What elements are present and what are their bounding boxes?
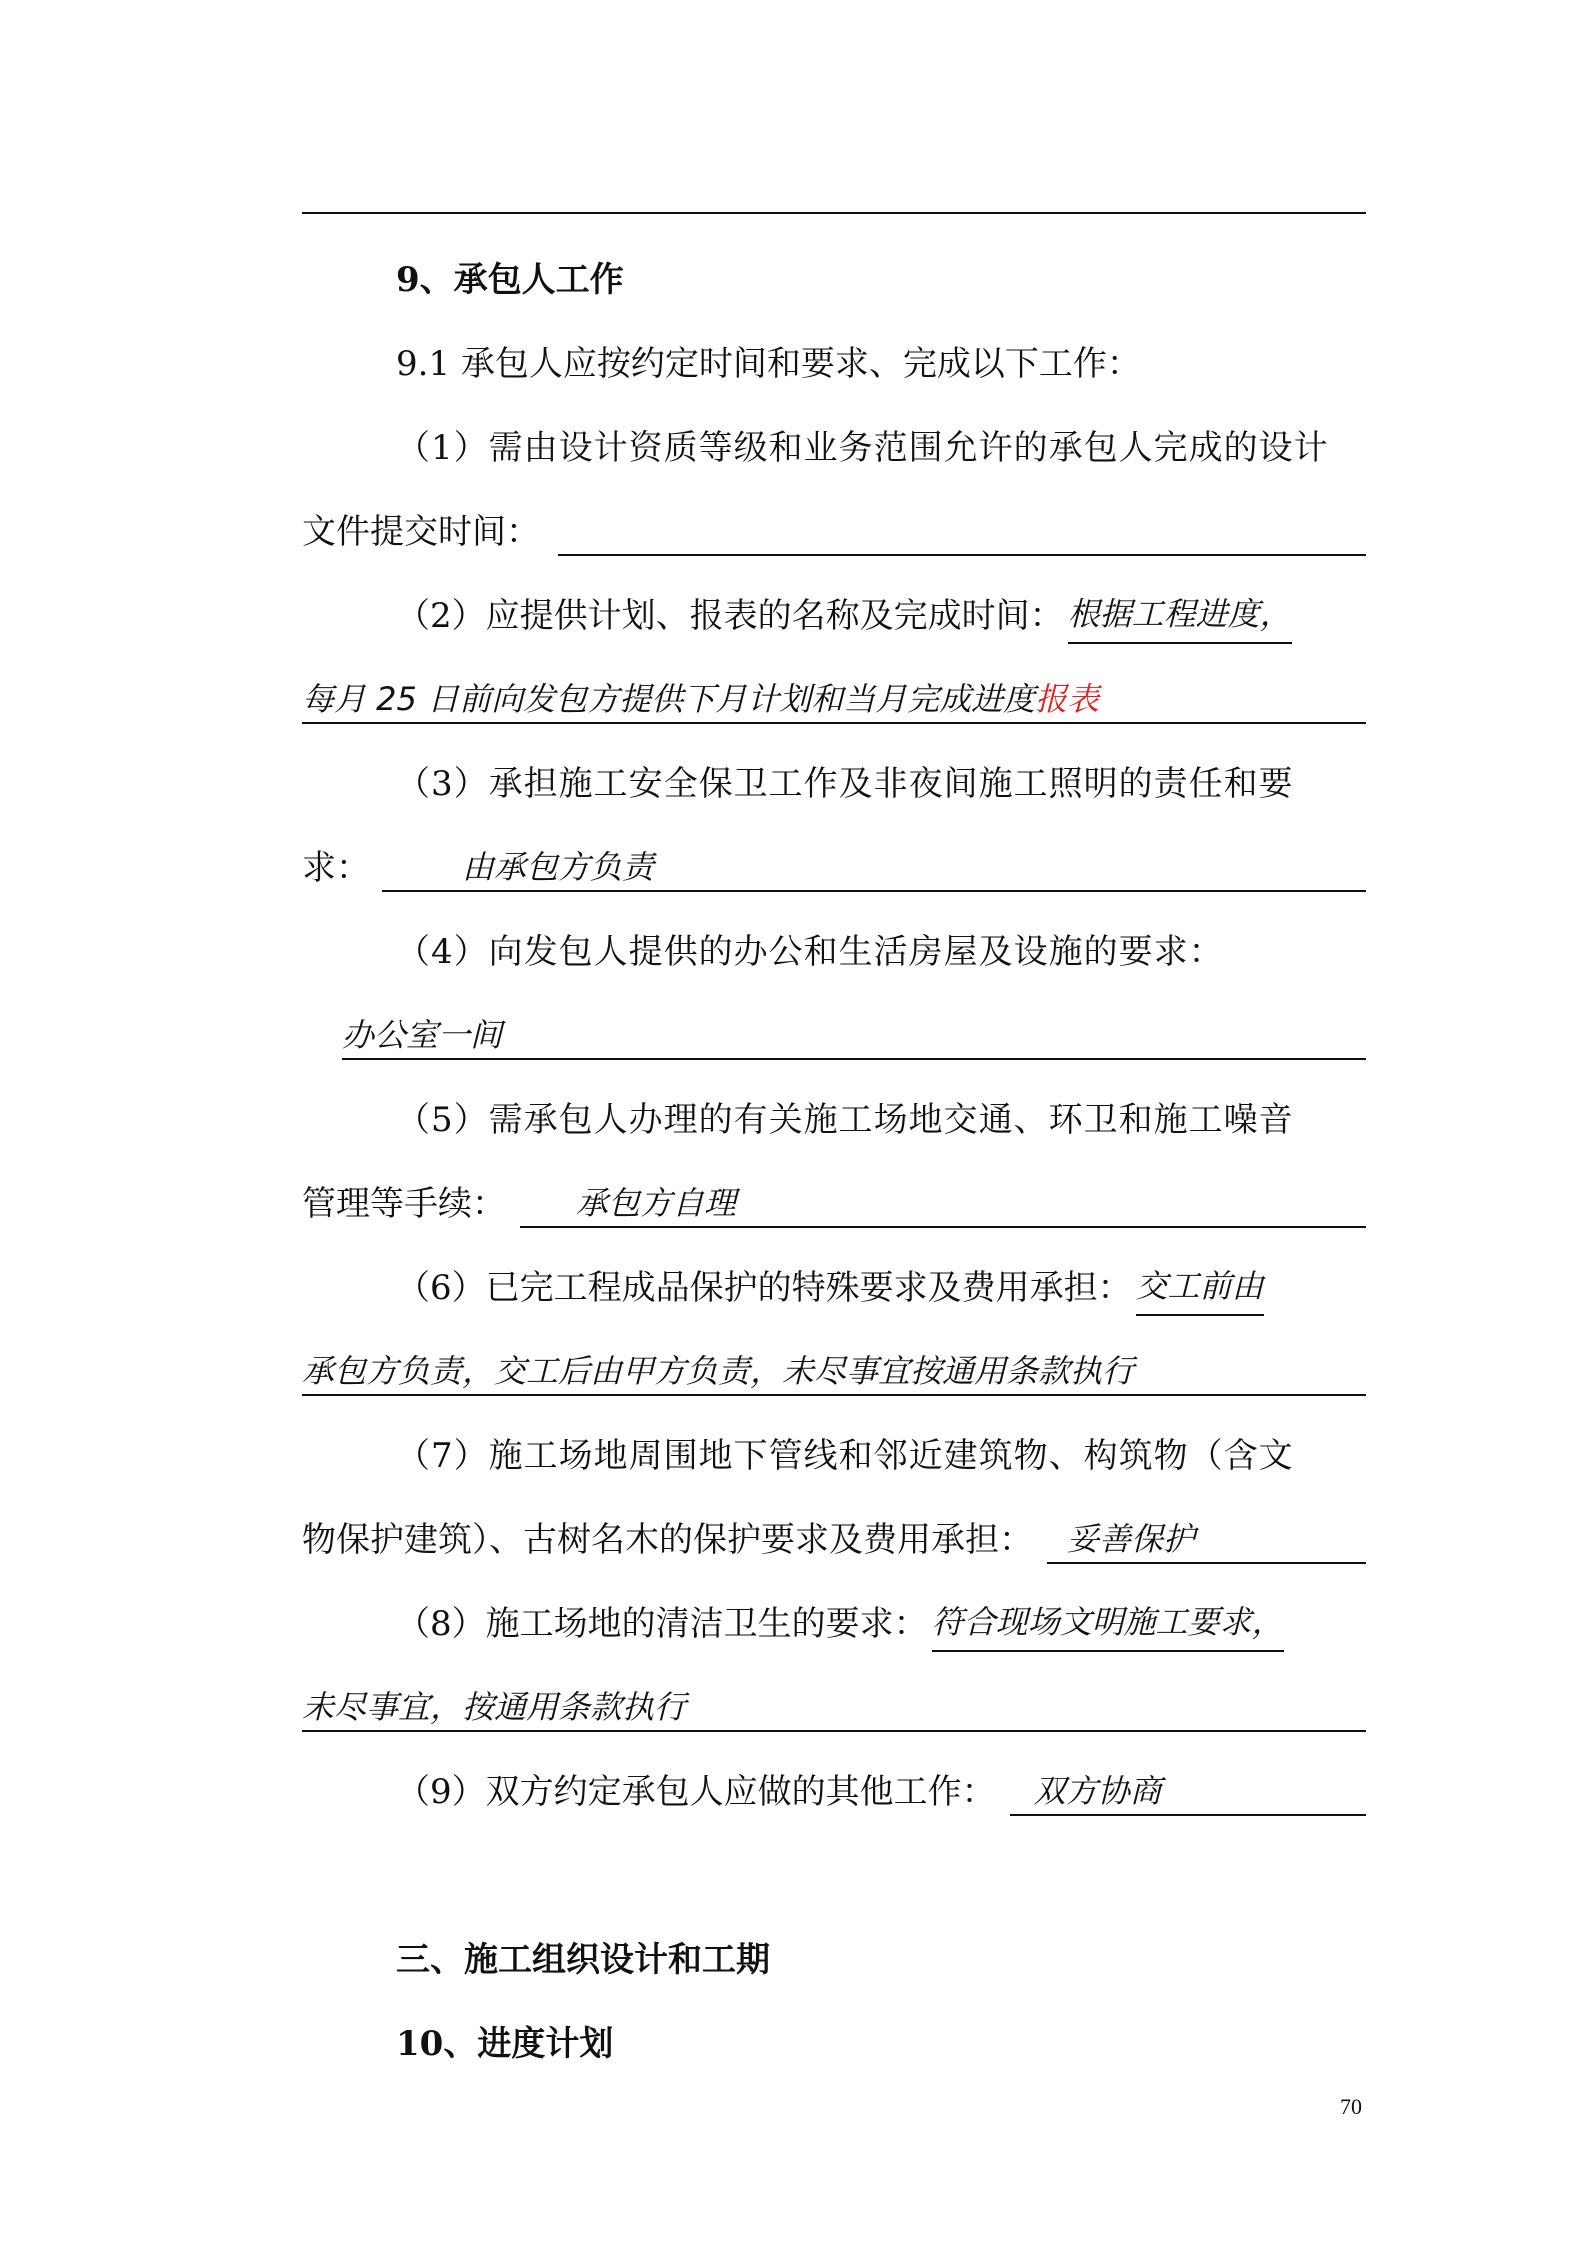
item-9-value-text: 双方协商 [1033,1772,1162,1810]
item-8-value-part-2 [302,1684,1366,1732]
clause-9-1: 9.1 承包人应按约定时间和要求、完成以下工作： [396,344,1141,384]
item-4-line-1: （4）向发包人提供的办公和生活房屋及设施的要求： [396,932,1224,972]
item-6-line-2 [302,1344,1366,1400]
item-9-value [1010,1768,1366,1816]
item-7-line-1: （7）施工场地周围地下管线和邻近建筑物、构筑物（含文 [396,1436,1294,1476]
item-1-value [558,508,1366,556]
item-1-line-2 [302,504,1366,560]
item-9-label: （9）双方约定承包人应做的其他工作： [396,1772,996,1812]
item-5-value-text: 承包方自理 [576,1184,737,1222]
item-5-line-1: （5）需承包人办理的有关施工场地交通、环卫和施工噪音 [396,1100,1294,1140]
item-1-label: 文件提交时间： [302,512,540,552]
item-9-line [396,1764,1366,1820]
item-3-line-1: （3）承担施工安全保卫工作及非夜间施工照明的责任和要 [396,764,1294,804]
item-6-value-part-1: 交工前由 [1136,1258,1264,1316]
item-5-label: 管理等手续： [302,1184,506,1224]
item-7-label: 物保护建筑）、古树名木的保护要求及费用承担： [302,1520,1033,1560]
item-5-line-2 [302,1176,1366,1232]
item-8-line-1 [396,1596,1366,1652]
item-8-line-2 [302,1680,1366,1736]
item-2-line-2 [302,672,1366,728]
item-2-value-red-text: 报表 [1035,680,1100,718]
section-9-title: 9、承包人工作 [396,260,624,300]
item-7-line-2 [302,1512,1366,1568]
item-2-value-part-2 [302,676,1366,724]
item-8-value-text: 未尽事宜，按通用条款执行 [302,1688,687,1726]
item-7-value [1047,1516,1366,1564]
item-3-value-text: 由承包方负责 [462,848,655,886]
chapter-3-title: 三、施工组织设计和工期 [396,1940,770,1980]
item-6-value-part-2 [302,1348,1366,1396]
item-5-value [520,1180,1366,1228]
header-rule [302,212,1366,214]
item-6-label: （6）已完工程成品保护的特殊要求及费用承担： [396,1268,1132,1308]
item-3-line-2 [302,840,1366,896]
item-4-line-2 [342,1008,1366,1064]
page-number: 70 [1340,2094,1362,2119]
item-2-line-1 [396,588,1366,644]
item-6-line-1 [396,1260,1366,1316]
item-8-value-part-1: 符合现场文明施工要求， [932,1594,1284,1652]
item-1-line-1: （1）需由设计资质等级和业务范围允许的承包人完成的设计 [396,428,1329,468]
item-4-value-text: 办公室一间 [342,1016,503,1054]
item-3-value [382,844,1366,892]
item-6-value-text: 承包方负责，交工后由甲方负责，未尽事宜按通用条款执行 [302,1352,1135,1390]
item-2-label: （2）应提供计划、报表的名称及完成时间： [396,596,1064,636]
item-7-value-text: 妥善保护 [1067,1520,1196,1558]
section-10-title: 10、进度计划 [396,2024,614,2064]
item-8-label: （8）施工场地的清洁卫生的要求： [396,1604,928,1644]
item-4-value [342,1012,1366,1060]
item-2-value-text: 每月 25 日前向发包方提供下月计划和当月完成进度 [302,680,1036,718]
item-3-label: 求： [302,848,370,888]
item-2-value-part-1: 根据工程进度， [1068,586,1292,644]
